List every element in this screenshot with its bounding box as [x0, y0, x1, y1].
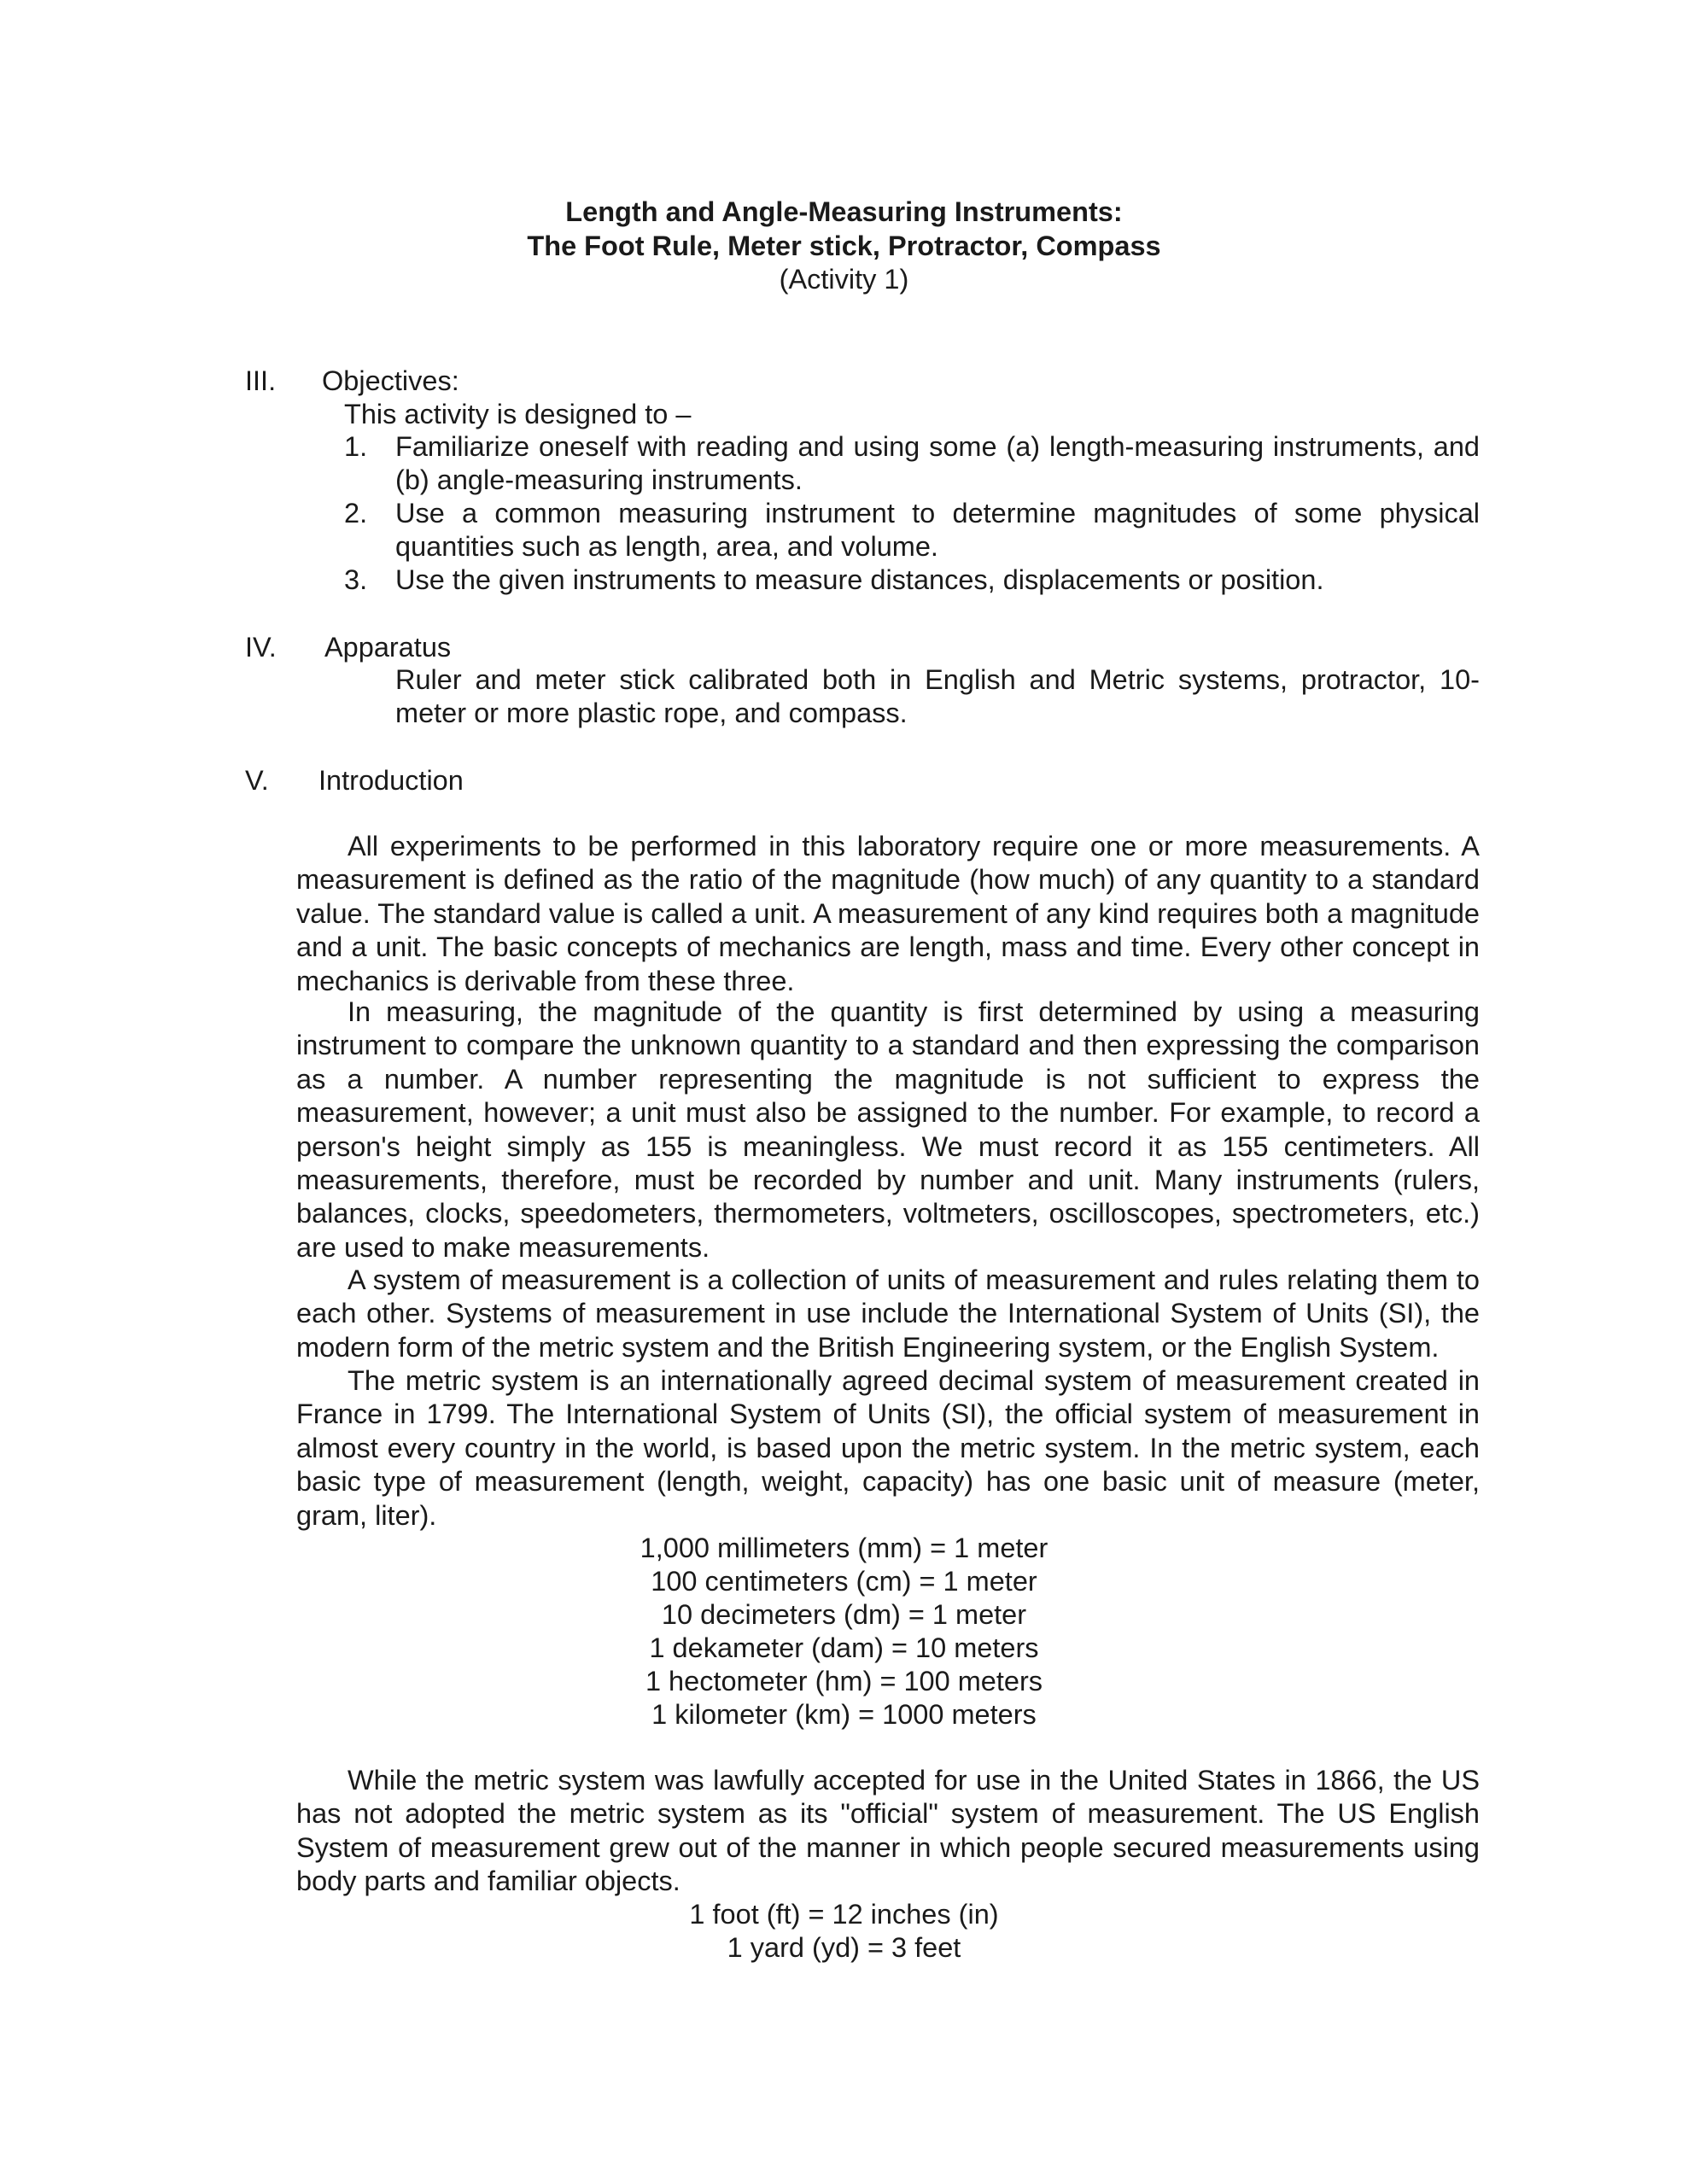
metric-conversion-2: 100 centimeters (cm) = 1 meter: [651, 1566, 1037, 1597]
objective-text-1: Familiarize oneself with reading and using some (a) length-measuring instruments, and (b) angle-measuring instruments.: [395, 431, 1480, 496]
intro-paragraph-4: The metric system is an internationally agreed decimal system of measurement created in France in 1799. The International System of Units (SI), the official system of measurement in almost every country in the world, is based upon the metric system. In the metric system, each basic type of measurement (length, weight, capacity) has one basic unit of measure (meter, gram, liter).: [296, 1365, 1480, 1531]
intro-paragraph-3: A system of measurement is a collection of units of measurement and rules relating them to each other. Systems of measurement in use include the International System of Units (SI), the modern form of the metric system and the British Engineering system, or the English System.: [296, 1264, 1480, 1363]
english-conversion-1: 1 foot (ft) = 12 inches (in): [689, 1899, 999, 1930]
english-conversion-2: 1 yard (yd) = 3 feet: [727, 1932, 961, 1963]
objectives-intro: This activity is designed to –: [344, 399, 692, 429]
objective-number-3: 3.: [344, 564, 368, 595]
document-title-line-2: The Foot Rule, Meter stick, Protractor, Compass: [527, 231, 1161, 261]
objective-number-1: 1.: [344, 431, 368, 462]
objective-text-2: Use a common measuring instrument to determine magnitudes of some physical quantities such as length, area, and volume.: [395, 498, 1480, 563]
introduction-numeral: V.: [245, 765, 269, 796]
objective-number-2: 2.: [344, 498, 368, 528]
objectives-heading: Objectives:: [322, 365, 459, 396]
apparatus-numeral: IV.: [245, 632, 277, 663]
us-system-paragraph: While the metric system was lawfully accepted for use in the United States in 1866, the US has not adopted the metric system as its "official" system of measurement. The US English System of measurement grew out of the manner in which people secured measurements using body parts and familiar objects.: [296, 1765, 1480, 1897]
document-subtitle: (Activity 1): [779, 264, 909, 295]
metric-conversion-1: 1,000 millimeters (mm) = 1 meter: [640, 1533, 1048, 1563]
metric-conversion-3: 10 decimeters (dm) = 1 meter: [661, 1599, 1027, 1630]
objective-text-3: Use the given instruments to measure distances, displacements or position.: [395, 564, 1324, 595]
metric-conversion-4: 1 dekameter (dam) = 10 meters: [649, 1632, 1039, 1663]
intro-paragraph-2: In measuring, the magnitude of the quantity is first determined by using a measuring instrument to compare the unknown quantity to a standard and then expressing the comparison as a number. A number representing the magnitude is not sufficient to express the measurement, however; a unit must also be assigned to the number. For example, to record a person's height simply as 155 is meaningless. We must record it as 155 centimeters. All measurements, therefore, must be recorded by number and unit. Many instruments (rulers, balances, clocks, speedometers, thermometers, voltmeters, oscilloscopes, spectrometers, etc.) are used to make measurements.: [296, 996, 1480, 1263]
document-title-line-1: Length and Angle-Measuring Instruments:: [565, 196, 1123, 227]
apparatus-heading: Apparatus: [324, 632, 452, 663]
intro-paragraph-1: All experiments to be performed in this laboratory require one or more measurements. A measurement is defined as the ratio of the magnitude (how much) of any quantity to a standard value. The standard value is called a unit. A measurement of any kind requires both a magnitude and a unit. The basic concepts of mechanics are length, mass and time. Every other concept in mechanics is derivable from these three.: [296, 831, 1480, 996]
objectives-numeral: III.: [245, 365, 277, 396]
introduction-heading: Introduction: [318, 765, 464, 796]
metric-conversion-5: 1 hectometer (hm) = 100 meters: [645, 1666, 1043, 1696]
apparatus-text: Ruler and meter stick calibrated both in English and Metric systems, protractor, 10- meter or more plastic rope, and compass.: [395, 664, 1480, 729]
metric-conversion-6: 1 kilometer (km) = 1000 meters: [651, 1699, 1037, 1730]
